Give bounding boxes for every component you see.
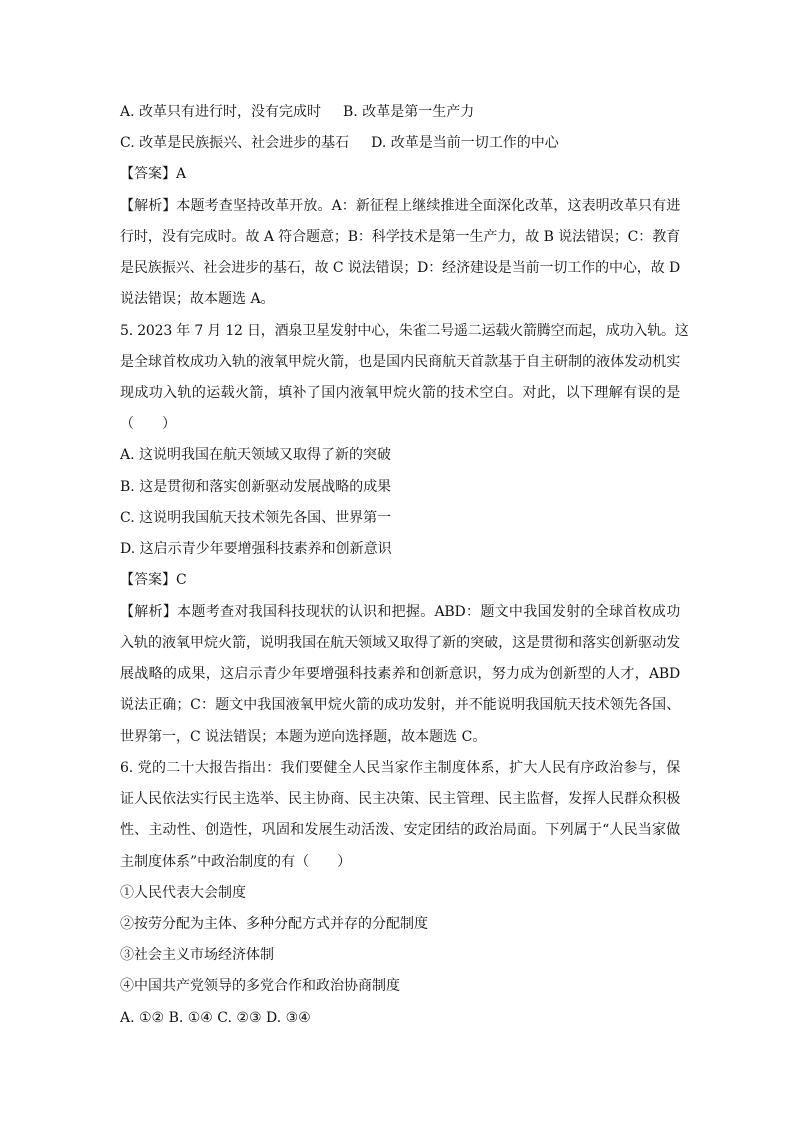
q6-item: ③社会主义市场经济体制 <box>120 947 274 963</box>
q5-stem-line: 是全球首枚成功入轨的液氧甲烷火箭，也是国内民商航天首款基于自主研制的液体发动机实 <box>120 354 680 370</box>
q6-stem-line: 主制度体系”中政治制度的有（ ） <box>120 854 352 870</box>
q5-answer: 【答案】C <box>120 572 187 588</box>
q4-options-cd <box>120 134 680 152</box>
q5-stem-line: 5. 2023 年 7 月 12 日，酒泉卫星发射中心，朱雀二号遥二运载火箭腾空而起，成功入轨。这 <box>120 323 689 339</box>
q4-answer: 【答案】A <box>120 166 187 182</box>
q5-option-b: B. 这是贯彻和落实创新驱动发展战略的成果 <box>120 479 392 495</box>
q5-analysis-line: 【解析】本题考查对我国科技现状的认识和把握。ABD：题文中我国发射的全球首枚成功 <box>120 604 680 620</box>
q4-analysis-line: 是民族振兴、社会进步的基石，故 C 说法错误；D：经济建设是当前一切工作的中心，故 D <box>120 260 680 276</box>
q5-option-a: A. 这说明我国在航天领域又取得了新的突破 <box>120 447 392 463</box>
q4-analysis-line: 说法错误；故本题选 A。 <box>120 291 275 307</box>
q5-stem-line: （ ） <box>120 416 176 432</box>
q4-option-a: A. 改革只有进行时，没有完成时 <box>120 104 322 120</box>
q5-option-c: C. 这说明我国航天技术领先各国、世界第一 <box>120 510 392 526</box>
q4-options-ab <box>120 103 680 121</box>
q6-stem-line: 证人民依法实行民主选举、民主协商、民主决策、民主管理、民主监督，发挥人民群众积极 <box>120 791 680 807</box>
q4-option-c: C. 改革是民族振兴、社会进步的基石 <box>120 135 350 151</box>
q6-item: ②按劳分配为主体、多种分配方式并存的分配制度 <box>120 916 428 932</box>
q6-stem-line: 性、主动性、创造性，巩固和发展生动活泼、安定团结的政治局面。下列属于“人民当家做 <box>120 822 680 838</box>
q4-option-b: B. 改革是第一生产力 <box>343 104 475 120</box>
q5-stem-line: 现成功入轨的运载火箭，填补了国内液氧甲烷火箭的技术空白。对此，以下理解有误的是 <box>120 385 680 401</box>
q6-stem-line: 6. 党的二十大报告指出：我们要健全人民当家作主制度体系，扩大人民有序政治参与，保 <box>120 760 680 776</box>
q5-analysis-line: 入轨的液氧甲烷火箭，说明我国在航天领域又取得了新的突破，这是贯彻和落实创新驱动发 <box>120 635 680 651</box>
q4-analysis-line: 【解析】本题考查坚持改革开放。A：新征程上继续推进全面深化改革，这表明改革只有进 <box>120 198 680 214</box>
q5-analysis-line: 世界第一，C 说法错误；本题为逆向选择题，故本题选 C。 <box>120 729 487 745</box>
q5-analysis-line: 说法正确；C：题文中我国液氧甲烷火箭的成功发射，并不能说明我国航天技术领先各国、 <box>120 697 680 713</box>
q6-item: ①人民代表大会制度 <box>120 885 246 901</box>
q4-option-d: D. 改革是当前一切工作的中心 <box>371 135 559 151</box>
q6-item: ④中国共产党领导的多党合作和政治协商制度 <box>120 978 400 994</box>
q4-analysis-line: 行时，没有完成时。故 A 符合题意；B：科学技术是第一生产力，故 B 说法错误；C：教育 <box>120 229 680 245</box>
q5-option-d: D. 这启示青少年要增强科技素养和创新意识 <box>120 541 392 557</box>
q6-options: A. ①② B. ①④ C. ②③ D. ③④ <box>120 1010 311 1026</box>
q5-analysis-line: 展战略的成果，这启示青少年要增强科技素养和创新意识，努力成为创新型的人才，ABD <box>120 666 680 682</box>
